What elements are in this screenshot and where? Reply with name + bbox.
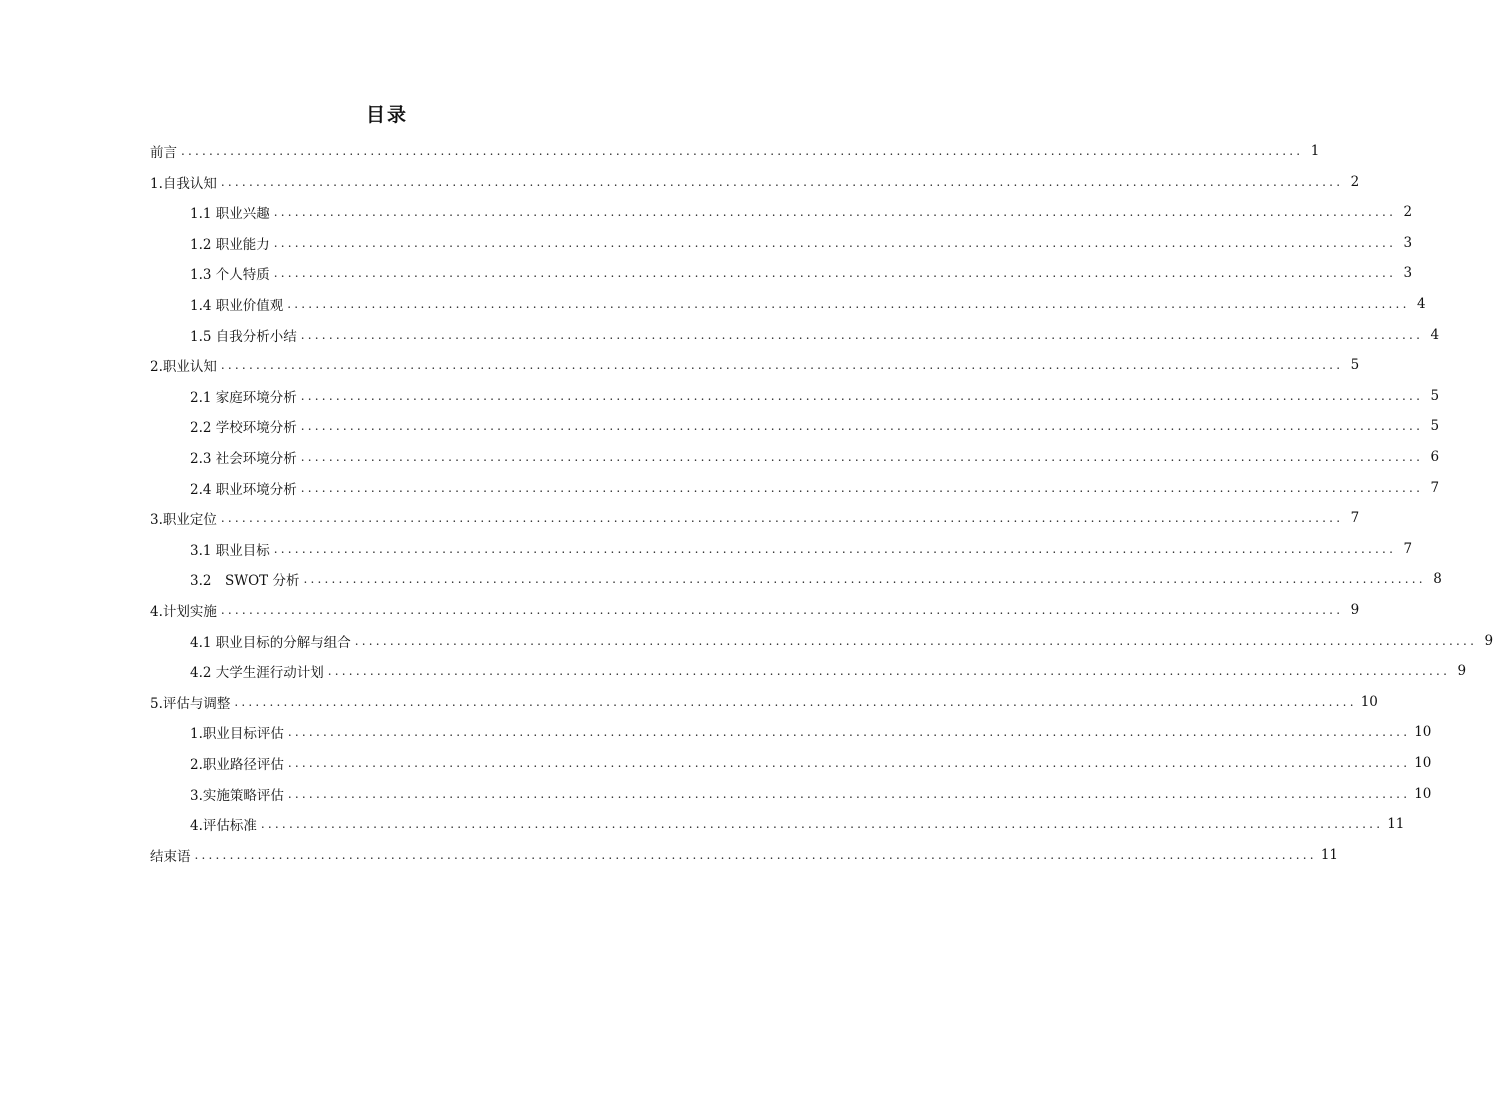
dot-leader: ................................................................................................................................................................ xyxy=(327,664,1451,679)
toc-entry-label: 结束语 xyxy=(150,848,191,865)
toc-page-number: 2 xyxy=(1403,204,1413,221)
toc-entry-label: 3.实施策略评估 xyxy=(190,787,284,804)
dot-leader: ................................................................................................................................................................ xyxy=(303,572,1426,587)
toc-page-number: 10 xyxy=(1414,724,1432,741)
toc-entry-label: 2.职业路径评估 xyxy=(190,757,284,773)
dot-leader: ................................................................................................................................................................ xyxy=(273,205,1397,220)
dot-leader: ................................................................................................................................................................ xyxy=(234,694,1357,709)
toc-page-number: 8 xyxy=(1433,571,1442,588)
toc-entry xyxy=(190,199,1413,225)
toc-entry-label: 2.职业认知 xyxy=(150,359,217,376)
toc-entry xyxy=(190,260,1413,286)
dot-leader: ................................................................................................................................................................ xyxy=(300,388,1424,403)
toc-entry xyxy=(190,566,1442,592)
toc-entry-label: 1.5 自我分析小结 xyxy=(190,328,297,345)
toc-entry xyxy=(150,138,1320,164)
toc-entry xyxy=(190,781,1432,807)
toc-entry-label: 5.评估与调整 xyxy=(150,695,231,712)
dot-leader: ................................................................................................................................................................ xyxy=(220,603,1344,617)
toc-entry-label: 4.2 大学生涯行动计划 xyxy=(190,665,324,682)
toc-entry xyxy=(190,658,1467,684)
dot-leader: ................................................................................................................................................................ xyxy=(220,174,1344,189)
dot-leader: ................................................................................................................................................................ xyxy=(287,756,1411,770)
toc-entry xyxy=(190,475,1440,501)
toc-page-number: 4 xyxy=(1430,326,1440,343)
toc-page-number: 5 xyxy=(1430,387,1440,404)
toc-page-number: 9 xyxy=(1484,632,1493,649)
dot-leader: ................................................................................................................................................................ xyxy=(300,450,1424,464)
toc-page-number: 3 xyxy=(1403,265,1413,282)
toc-entry-label: 前言 xyxy=(150,145,177,161)
toc-page-number: 4 xyxy=(1416,296,1426,312)
toc-entry xyxy=(150,842,1338,868)
toc-page-number: 10 xyxy=(1360,693,1378,710)
dot-leader: ................................................................................................................................................................ xyxy=(287,297,1410,311)
dot-leader: ................................................................................................................................................................ xyxy=(220,511,1344,526)
dot-leader: ................................................................................................................................................................ xyxy=(273,235,1397,250)
toc-page-number: 10 xyxy=(1414,785,1432,802)
toc-entry xyxy=(190,628,1493,654)
dot-leader: ................................................................................................................................................................ xyxy=(287,786,1411,801)
toc-entry xyxy=(150,169,1360,195)
dot-leader: ................................................................................................................................................................ xyxy=(300,327,1424,342)
toc-entry-label: 2.2 学校环境分析 xyxy=(190,420,297,437)
toc-page-number: 11 xyxy=(1320,846,1338,863)
dot-leader: ................................................................................................................................................................ xyxy=(300,480,1424,495)
toc-entry xyxy=(190,811,1405,837)
toc-entry-label: 1.4 职业价值观 xyxy=(190,298,284,314)
toc-entry xyxy=(150,505,1360,531)
dot-leader: ................................................................................................................................................................ xyxy=(273,541,1397,556)
toc-page-number: 5 xyxy=(1430,418,1440,435)
toc-entry-label: 4.评估标准 xyxy=(190,818,257,835)
page-title: 目录 xyxy=(365,104,408,126)
toc-page-number: 5 xyxy=(1350,357,1360,374)
toc-entry-label: 1.1 职业兴趣 xyxy=(190,206,270,223)
toc-entry xyxy=(190,291,1426,317)
toc-entry-label: 1.自我认知 xyxy=(150,175,217,192)
toc-page-number: 10 xyxy=(1414,755,1432,771)
toc-entry-label: 3.2 SWOT 分析 xyxy=(190,573,300,590)
toc-entry-label: 2.4 职业环境分析 xyxy=(190,481,297,498)
dot-leader: ................................................................................................................................................................ xyxy=(260,817,1384,832)
toc-page-number: 2 xyxy=(1350,173,1360,190)
toc-entry xyxy=(190,536,1413,562)
toc-entry xyxy=(150,689,1378,715)
toc-page-number: 7 xyxy=(1350,510,1360,527)
toc-page-number: 7 xyxy=(1403,540,1413,557)
toc-page-number: 1 xyxy=(1310,143,1320,159)
toc-entry xyxy=(190,719,1432,745)
toc-entry-label: 1.3 个人特质 xyxy=(190,267,270,284)
dot-leader: ................................................................................................................................................................ xyxy=(300,419,1424,434)
toc-page-number: 3 xyxy=(1403,234,1413,251)
toc-page-number: 9 xyxy=(1350,602,1360,618)
toc-entry-label: 4.1 职业目标的分解与组合 xyxy=(190,634,351,651)
toc-page-number: 7 xyxy=(1430,479,1440,496)
toc-page-number: 9 xyxy=(1457,663,1467,680)
toc-entry-label: 1.职业目标评估 xyxy=(190,726,284,743)
toc-entry xyxy=(190,383,1440,409)
dot-leader: ................................................................................................................................................................ xyxy=(273,266,1397,281)
toc-page-number: 6 xyxy=(1430,449,1440,465)
dot-leader: ................................................................................................................................................................ xyxy=(354,633,1478,648)
toc-entry-label: 4.计划实施 xyxy=(150,604,217,620)
toc-entry-label: 3.职业定位 xyxy=(150,512,217,529)
toc-entry xyxy=(150,352,1360,378)
toc-entry-label: 2.3 社会环境分析 xyxy=(190,451,297,467)
toc-entry-label: 3.1 职业目标 xyxy=(190,542,270,559)
toc-entry xyxy=(190,750,1432,776)
toc-page-number: 11 xyxy=(1387,816,1405,833)
toc-entry-label: 2.1 家庭环境分析 xyxy=(190,389,297,406)
dot-leader: ................................................................................................................................................................ xyxy=(194,847,1317,862)
dot-leader: ................................................................................................................................................................ xyxy=(220,358,1344,373)
toc-entry xyxy=(150,597,1360,623)
toc-entry xyxy=(190,322,1440,348)
toc-entry xyxy=(190,230,1413,256)
toc-entry-label: 1.2 职业能力 xyxy=(190,236,270,253)
dot-leader: ................................................................................................................................................................ xyxy=(287,725,1411,740)
dot-leader: ................................................................................................................................................................ xyxy=(181,144,1304,158)
toc-entry xyxy=(190,413,1440,439)
toc-entry xyxy=(190,444,1440,470)
